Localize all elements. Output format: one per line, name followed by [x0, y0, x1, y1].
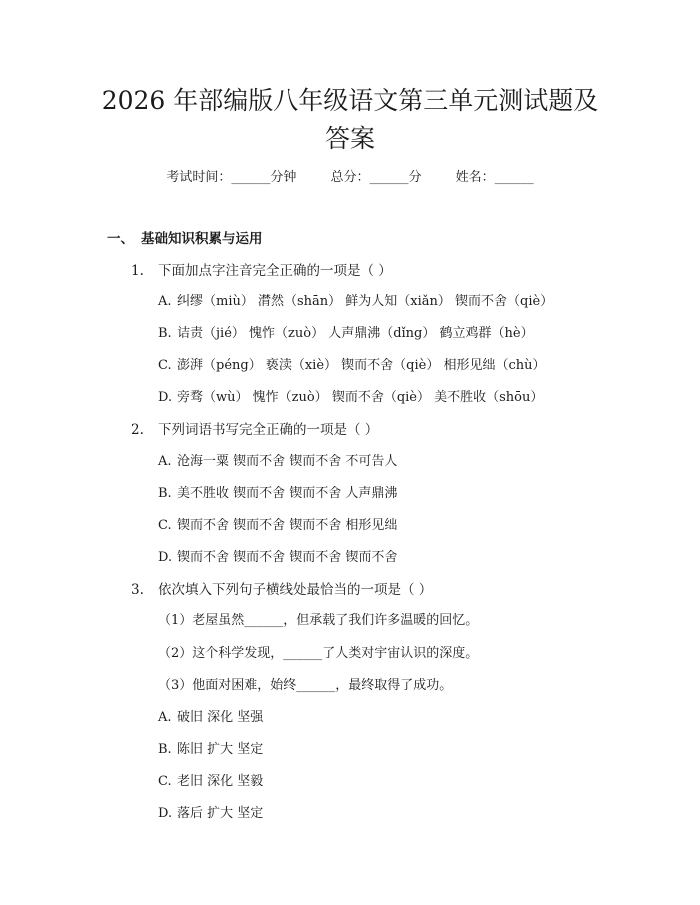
- option-label: B.: [158, 326, 172, 341]
- q3-option-c: [158, 772, 263, 792]
- section-heading: [107, 229, 263, 249]
- option-text: 纠缪（miù） 潸然（shān） 鲜为人知（xiǎn） 锲而不舍（qiè）: [177, 294, 554, 309]
- q3-sentence-3: （3）他面对困难，始终______，最终取得了成功。: [158, 678, 453, 693]
- option-label: A.: [158, 454, 172, 469]
- q1-option-b: [158, 324, 534, 344]
- q3-option-d: [158, 804, 263, 824]
- option-label: D.: [158, 550, 173, 565]
- question-text: 下面加点字注音完全正确的一项是（ ）: [158, 263, 392, 279]
- option-text: 美不胜收 锲而不舍 锲而不舍 人声鼎沸: [177, 486, 398, 501]
- q2-option-b: [158, 484, 397, 504]
- q3-sentence-1: （1）老屋虽然______，但承载了我们许多温暖的回忆。: [158, 613, 479, 628]
- option-label: C.: [158, 518, 172, 533]
- question-number: 3.: [131, 582, 144, 598]
- section-number: 一、: [107, 231, 134, 247]
- option-text: 锲而不舍 锲而不舍 锲而不舍 相形见绌: [177, 518, 398, 533]
- q3-sentence-2: （2）这个科学发现，______了人类对宇宙认识的深度。: [158, 646, 479, 661]
- total-score-field: 总分：______分: [330, 170, 422, 185]
- option-label: B.: [158, 486, 172, 501]
- option-text: 老旧 深化 坚毅: [177, 774, 264, 789]
- option-text: 旁骛（wù） 愧怍（zuò） 锲而不舍（qiè） 美不胜收（shōu）: [177, 390, 544, 405]
- q3-option-a: [158, 708, 263, 728]
- q2-option-d: [158, 548, 397, 568]
- q2-option-c: [158, 516, 397, 536]
- q1-option-d: [158, 388, 543, 408]
- option-text: 诘责（jié） 愧怍（zuò） 人声鼎沸（dǐng） 鹤立鸡群（hè）: [177, 326, 534, 341]
- exam-meta: [0, 168, 700, 188]
- option-text: 澎湃（péng） 亵渎（xiè） 锲而不舍（qiè） 相形见绌（chù）: [177, 358, 546, 373]
- q1-option-a: [158, 292, 553, 312]
- option-label: B.: [158, 742, 172, 757]
- option-text: 落后 扩大 坚定: [177, 806, 264, 821]
- option-label: D.: [158, 806, 173, 821]
- q3-option-b: [158, 740, 263, 760]
- name-field: 姓名：______: [455, 170, 534, 185]
- option-label: C.: [158, 774, 172, 789]
- question-1: [131, 261, 392, 281]
- question-3: [131, 580, 432, 600]
- option-label: C.: [158, 358, 172, 373]
- option-text: 沧海一粟 锲而不舍 锲而不舍 不可告人: [177, 454, 398, 469]
- page-title: [60, 82, 640, 158]
- section-title: 基础知识积累与运用: [141, 231, 263, 247]
- title-line-2: 答案: [324, 124, 375, 153]
- question-text: 下列词语书写完全正确的一项是（ ）: [158, 422, 379, 438]
- exam-time-field: 考试时间：______分钟: [166, 170, 297, 185]
- option-label: A.: [158, 710, 172, 725]
- option-text: 破旧 深化 坚强: [177, 710, 264, 725]
- q2-option-a: [158, 452, 397, 472]
- option-text: 锲而不舍 锲而不舍 锲而不舍 锲而不舍: [177, 550, 398, 565]
- question-number: 1.: [131, 263, 144, 279]
- title-line-1: 2026 年部编版八年级语文第三单元测试题及: [101, 86, 599, 115]
- option-label: D.: [158, 390, 173, 405]
- question-2: [131, 420, 378, 440]
- q1-option-c: [158, 356, 546, 376]
- question-number: 2.: [131, 422, 144, 438]
- option-label: A.: [158, 294, 172, 309]
- option-text: 陈旧 扩大 坚定: [177, 742, 264, 757]
- question-text: 依次填入下列句子横线处最恰当的一项是（ ）: [158, 582, 433, 598]
